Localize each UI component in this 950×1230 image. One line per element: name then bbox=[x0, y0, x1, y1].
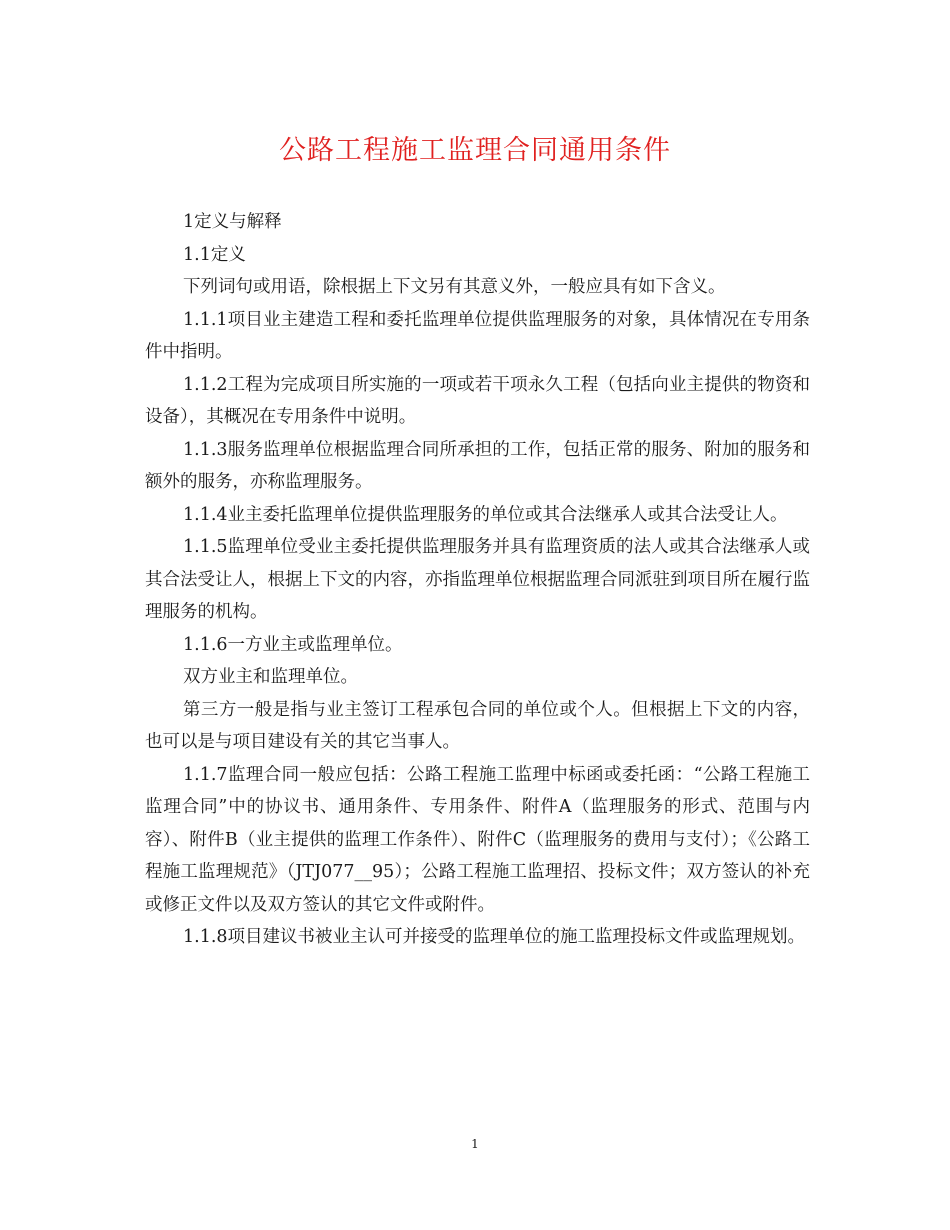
document-body bbox=[145, 206, 810, 954]
paragraph-1: 1定义与解释 bbox=[183, 212, 282, 232]
page-number: 1 bbox=[471, 1137, 479, 1151]
paragraph-3: 下列词句或用语，除根据上下文另有其意义外，一般应具有如下含义。 bbox=[183, 277, 726, 297]
paragraph-5: 1.1.2工程为完成项目所实施的一项或若干项永久工程（包括向业主提供的物资和设备），其概况在专用条件中说明。 bbox=[145, 374, 810, 427]
paragraph-11: 第三方一般是指与业主签订工程承包合同的单位或个人。但根据上下文的内容，也可以是与项目建设有关的其它当事人。 bbox=[145, 699, 810, 752]
document-title: 公路工程施工监理合同通用条件 bbox=[279, 135, 671, 166]
paragraph-8: 1.1.5监理单位受业主委托提供监理服务并具有监理资质的法人或其合法继承人或其合法受让人，根据上下文的内容，亦指监理单位根据监理合同派驻到项目所在履行监理服务的机构。 bbox=[145, 537, 810, 622]
paragraph-2: 1.1定义 bbox=[183, 244, 246, 265]
paragraph-6: 1.1.3服务监理单位根据监理合同所承担的工作，包括正常的服务、附加的服务和额外的服务，亦称监理服务。 bbox=[145, 439, 810, 492]
paragraph-13: 1.1.8项目建议书被业主认可并接受的监理单位的施工监理投标文件或监理规划。 bbox=[183, 927, 806, 947]
paragraph-12: 1.1.7监理合同一般应包括：公路工程施工监理中标函或委托函：“公路工程施工监理合同”中的协议书、通用条件、专用条件、附件A（监理服务的形式、范围与内容）、附件B（业主提供的监理工作条件）、附件C（监理服务的费用与支付）；《公路工程施工监理规范》（JTJ077__95）；公路工程施工监理招、投标文件；双方签认的补充或修正文件以及双方签认的其它文件或附件。 bbox=[145, 764, 810, 915]
paragraph-9: 1.1.6一方业主或监理单位。 bbox=[183, 634, 403, 655]
paragraph-7: 1.1.4业主委托监理单位提供监理服务的单位或其合法继承人或其合法受让人。 bbox=[183, 504, 788, 525]
paragraph-4: 1.1.1项目业主建造工程和委托监理单位提供监理服务的对象，具体情况在专用条件中指明。 bbox=[145, 309, 810, 362]
paragraph-10: 双方业主和监理单位。 bbox=[183, 667, 358, 687]
